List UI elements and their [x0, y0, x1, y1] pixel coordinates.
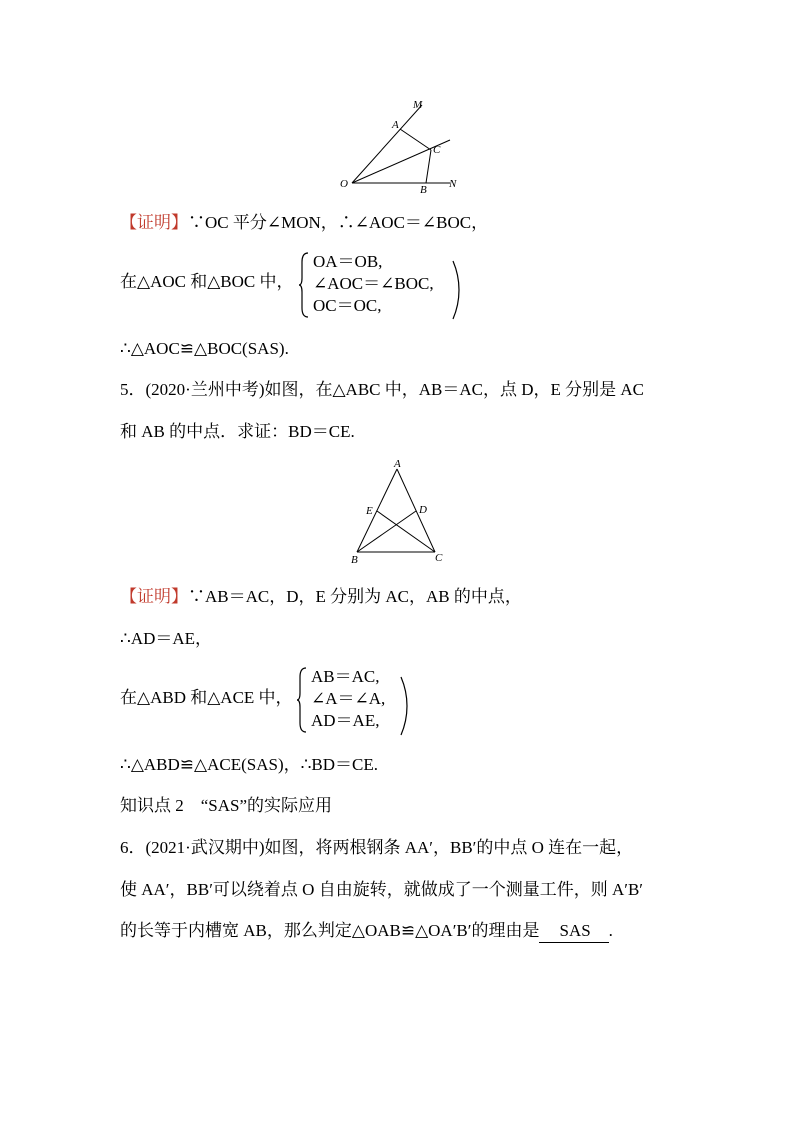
label-a: A: [392, 119, 399, 131]
condition-row: ∠A＝∠A,: [311, 689, 386, 708]
right-paren-icon: [450, 260, 462, 320]
proof2-conditions: [311, 666, 385, 732]
label-d: D: [419, 504, 427, 516]
problem6-line1: 6．(2021·武汉期中)如图，将两根钢条 AA′，BB′的中点 O 连在一起，: [120, 838, 634, 857]
side-ab: [357, 469, 397, 552]
condition-row: AB＝AC,: [311, 667, 380, 686]
label-m: M: [413, 99, 423, 111]
segment-bc: [426, 150, 431, 183]
label-e: E: [366, 505, 373, 517]
left-brace-icon: [296, 667, 308, 733]
condition-row: ∠AOC＝∠BOC,: [313, 274, 434, 293]
proof-tag: 【证明】: [120, 213, 188, 232]
label-c: C: [433, 144, 441, 156]
proof1-line1: 【证明】∵OC 平分∠MON，∴∠AOC＝∠BOC，: [120, 213, 489, 232]
proof-tag: 【证明】: [120, 587, 188, 606]
proof1-conclusion: ∴△AOC≌△BOC(SAS).: [120, 339, 289, 358]
condition-row: OA＝OB,: [313, 252, 383, 271]
condition-row: AD＝AE,: [311, 711, 380, 730]
condition-row: OC＝OC,: [313, 296, 382, 315]
segment-ac: [400, 129, 431, 150]
problem6-line3: 的长等于内槽宽 AB，那么判定△OAB≌△OA′B′的理由是 SAS .: [120, 920, 613, 943]
left-brace-icon: [298, 252, 310, 318]
proof1-conditions: [313, 251, 434, 317]
problem6-line2: 使 AA′，BB′可以绕着点 O 自由旋转，就做成了一个测量工件，则 A′B′: [120, 880, 643, 899]
proof2-conclusion: ∴△ABD≌△ACE(SAS)，∴BD＝CE.: [120, 755, 379, 774]
right-paren-icon: [398, 676, 410, 736]
proof2-line1: 【证明】∵AB＝AC，D，E 分别为 AC，AB 的中点，: [120, 587, 522, 606]
label-o: O: [340, 178, 348, 190]
proof2-in-text: 在△ABD 和△ACE 中，: [120, 688, 293, 707]
label-a: A: [394, 458, 401, 470]
answer-blank: SAS: [539, 920, 608, 943]
figure-triangle: [345, 455, 455, 565]
proof2-line2: ∴AD＝AE，: [120, 629, 213, 648]
label-n: N: [449, 178, 457, 190]
side-ac: [397, 469, 435, 552]
label-c: C: [435, 552, 443, 564]
figure-angle-bisector: [330, 95, 470, 195]
problem5-line2: 和 AB 的中点．求证：BD＝CE.: [120, 422, 355, 441]
problem5-line1: 5．(2020·兰州中考)如图，在△ABC 中，AB＝AC，点 D，E 分别是 AC: [120, 380, 645, 399]
proof1-in-text: 在△AOC 和△BOC 中，: [120, 272, 294, 291]
ray-om: [352, 105, 422, 183]
section-heading: 知识点 2 “SAS”的实际应用: [120, 796, 333, 815]
label-b: B: [351, 554, 358, 565]
label-b: B: [420, 184, 427, 195]
